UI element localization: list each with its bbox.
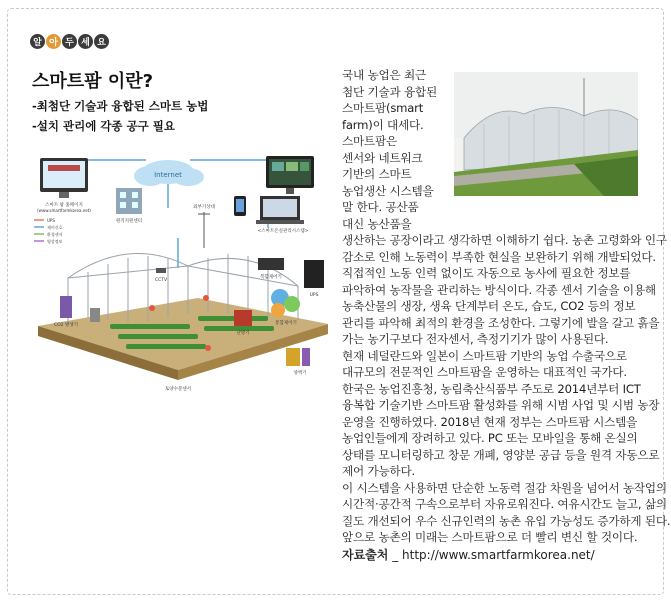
- weather-station-icon: [193, 203, 215, 248]
- internet-label: Internet: [154, 171, 182, 179]
- svg-text:복합제어기: 복합제어기: [260, 275, 282, 280]
- text-line: 현재 네덜란드와 일본이 스마트팜 기반의 농업 수출국으로: [342, 348, 627, 363]
- svg-text:제어신호: 제어신호: [47, 225, 63, 230]
- greenhouse-photo: [454, 72, 638, 196]
- building-icon: [116, 188, 142, 214]
- subtitle: -설치 관리에 각종 공구 필요: [32, 119, 175, 133]
- article-text-wide: [342, 232, 670, 546]
- text-line: 스마트팜은: [342, 134, 397, 148]
- badge-char: 세: [78, 34, 93, 49]
- text-line: 직접적인 노동 인력 없이도 자동으로 농사에 필요한 정보를: [342, 266, 631, 280]
- text-line: 감소로 인해 노동력이 부족한 현실을 보완하기 위해 개발되었다.: [342, 249, 656, 264]
- badge-char: 아: [46, 34, 61, 49]
- diagram-legend: [34, 218, 63, 244]
- text-line: 이 시스템을 사용하면 단순한 노동력 절감 차원을 넘어서 농작업의: [342, 480, 667, 495]
- svg-text:UPS: UPS: [309, 293, 319, 298]
- co2-generator-icon: [54, 296, 78, 328]
- text-line: 농축산물의 생장, 생육 단계부터 온도, 습도, CO2 등의 정보: [342, 299, 636, 313]
- source-line: [342, 546, 595, 563]
- badge-char: 두: [62, 34, 77, 49]
- page-title: 스마트팜 이란?: [32, 71, 154, 92]
- integrated-controller-icon: [271, 289, 300, 326]
- text-line: 제어 가능하다.: [342, 464, 415, 478]
- svg-text:CCTV: CCTV: [154, 278, 168, 283]
- text-line: 대신 농산품을: [342, 216, 412, 231]
- text-line: 농업생산 시스템을: [342, 183, 434, 198]
- text-line: 첨단 기술과 융합된: [342, 84, 437, 99]
- svg-text:난방기: 난방기: [236, 331, 250, 336]
- badge-char: 요: [94, 34, 109, 49]
- text-line: 질도 개선되어 우수 신규인력의 농촌 유입 가능성도 증가하게 된다.: [342, 513, 671, 528]
- source-label: 자료출처: [342, 548, 389, 562]
- text-line: 말 한다. 공산품: [342, 200, 419, 214]
- text-line: 가는 농기구보다 전자센서, 측정기기가 많이 사용된다.: [342, 332, 609, 346]
- svg-text:통합제어기: 통합제어기: [275, 321, 297, 326]
- text-line: 농업인들에게 장려하고 있다. PC 또는 모바일을 통해 온실의: [342, 431, 638, 445]
- text-line: 대규모의 전문적인 스마트팜을 운영하는 대표적인 국가다.: [342, 365, 627, 379]
- text-line: 시간적·공간적 구속으로부터 자유로워진다. 여유시간도 늘고, 삶의: [342, 497, 667, 511]
- svg-text:외부기상대: 외부기상대: [193, 205, 215, 210]
- svg-text:토양수분센서: 토양수분센서: [164, 387, 192, 392]
- svg-text:원격지원센터: 원격지원센터: [115, 219, 143, 224]
- text-line: 센서와 네트워크: [342, 150, 423, 165]
- phone-icon: [234, 196, 246, 216]
- svg-text:환경센서: 환경센서: [47, 232, 63, 237]
- article-text-narrow: [342, 67, 437, 232]
- smart-farm-diagram: [28, 148, 336, 410]
- badge-char: 알: [30, 34, 45, 49]
- text-line: 관리를 파악해 최적의 환경을 조성한다. 그렇기에 발을 갈고 흙을: [342, 315, 660, 330]
- subtitle: -최첨단 기술과 융합된 스마트 농법: [32, 99, 209, 113]
- text-line: 앞으로 농촌의 미래는 스마트팜으로 더 빨리 변신 할 것이다.: [342, 530, 638, 544]
- text-line: 파악하여 농작물을 관리하는 방식이다. 각종 센서 기술을 이용해: [342, 282, 656, 297]
- laptop-icon: [256, 196, 304, 224]
- monitor-icon: [266, 156, 314, 194]
- section-badges: [30, 34, 109, 49]
- svg-text:UPS: UPS: [47, 218, 55, 223]
- svg-text:스마트 팜 홈페이지: 스마트 팜 홈페이지: [45, 203, 83, 208]
- svg-text:CO2 발생기: CO2 발생기: [53, 323, 79, 328]
- svg-text:<스마트온실관리시스템>: <스마트온실관리시스템>: [257, 229, 309, 234]
- nutrient-icon: [286, 348, 310, 376]
- alarm-icon: [90, 308, 100, 322]
- svg-text:(www.smartfarmkorea.net): (www.smartfarmkorea.net): [37, 208, 91, 213]
- cloud-icon: [134, 160, 204, 186]
- text-line: farm)이 대세다.: [342, 117, 424, 132]
- svg-text:영상정보: 영상정보: [47, 239, 63, 244]
- source-url: http://www.smartfarmkorea.net/: [402, 548, 595, 562]
- monitor-icon: [40, 158, 88, 198]
- controller-icon: [258, 258, 284, 280]
- text-line: 운영을 진행하였다. 2018년 현재 정부는 스마트팜 시스템을: [342, 414, 638, 429]
- text-line: 융복합 기술기반 스마트팜 활성화를 위해 시범 사업 및 시범 농장: [342, 398, 660, 412]
- ups-icon: [304, 260, 324, 298]
- text-line: 국내 농업은 최근: [342, 68, 426, 82]
- heater-icon: [234, 310, 252, 336]
- text-line: 한국은 농업진흥청, 농림축산식품부 주도로 2014년부터 ICT: [342, 381, 641, 396]
- text-line: 스마트팜(smart: [342, 101, 424, 115]
- text-line: 생산하는 공장이라고 생각하면 이해하기 쉽다. 농촌 고령화와 인구: [342, 233, 667, 247]
- text-line: 기반의 스마트: [342, 167, 412, 181]
- text-line: 상태를 모니터링하고 창문 개폐, 영양분 공급 등을 원격 자동으로: [342, 447, 660, 462]
- source-separator: _: [388, 548, 403, 562]
- cctv-icon: [155, 268, 168, 283]
- svg-text:양액기: 양액기: [293, 371, 307, 376]
